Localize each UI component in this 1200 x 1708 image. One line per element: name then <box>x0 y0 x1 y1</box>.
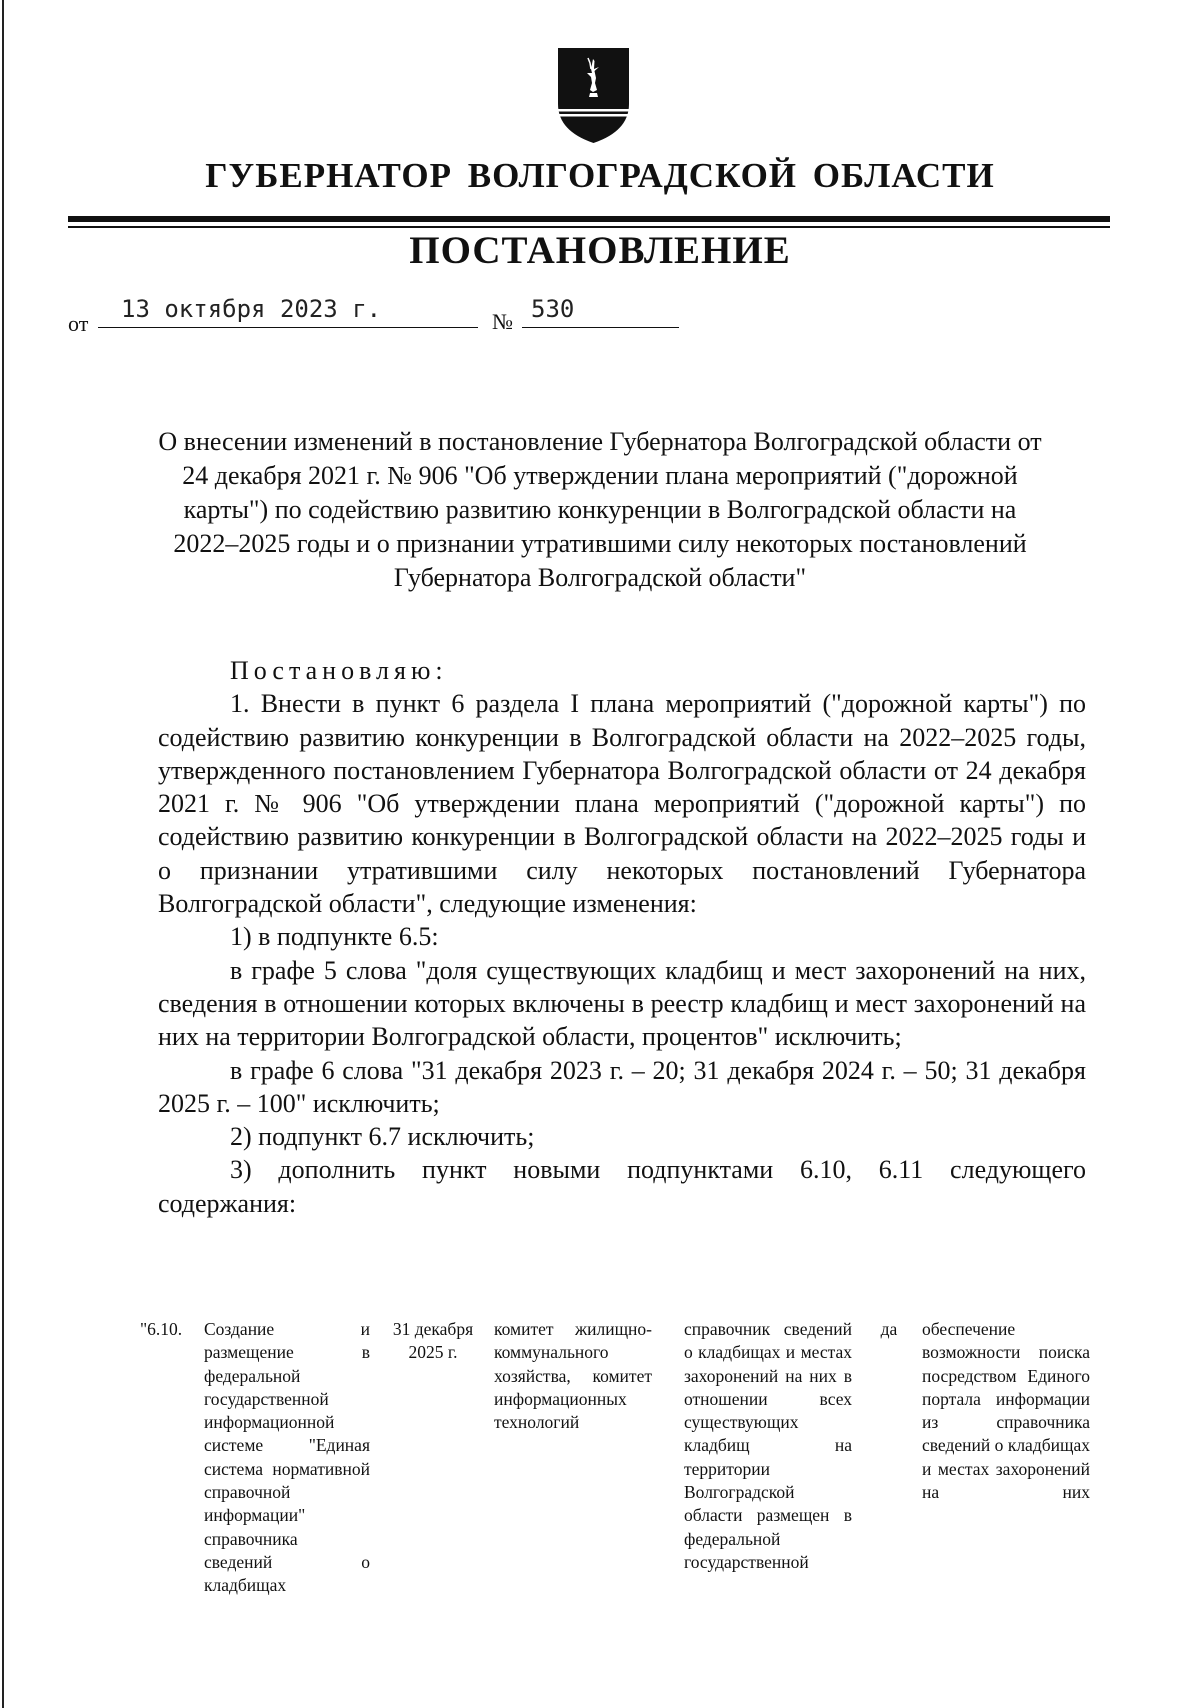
document-body <box>158 654 1086 1220</box>
document-date: 13 октября 2023 г. <box>121 295 382 323</box>
paragraph-3: в графе 5 слова "доля существующих кладбищ и мест захоронений на них, сведения в отношении которых включены в реестр кладбищ и мест захоронений на них на территории Волгоградской области, процентов" исключить; <box>158 955 1086 1052</box>
table-cell-result: обеспечение возможности поиска посредством Единого портала информации из справочника сведений о кладбищах и местах захоронений на них <box>922 1319 1090 1503</box>
date-prefix: от <box>68 311 89 336</box>
number-prefix: № <box>492 309 513 334</box>
paragraph-5: 2) подпункт 6.7 исключить; <box>230 1122 535 1152</box>
table-cell-value: да <box>880 1319 898 1339</box>
paragraph-4: в графе 6 слова "31 декабря 2023 г. – 20; 31 декабря 2024 г. – 50; 31 декабря 2025 г. – 100" исключить; <box>158 1055 1086 1118</box>
coat-of-arms-emblem <box>557 47 630 144</box>
paragraph-6: 3) дополнить пункт новыми подпунктами 6.10, 6.11 следующего содержания: <box>158 1155 1086 1218</box>
decree-word: Постановляю: <box>230 656 448 685</box>
paragraph-1: 1. Внести в пункт 6 раздела I плана мероприятий ("дорожной карты") по содействию развитию конкуренции в Волгоградской области на 2022–2025 годы, утвержденного постановлением Губернатора Волгоградской области от 24 декабря 2021 г. № 906 "Об утверждении плана мероприятий ("дорожной карты") по содействию развитию конкуренции в Волгоградской области на 2022–2025 годы и о признании утратившими силу некоторых постановлений Губернатора Волгоградской области", следующие изменения: <box>158 689 1086 919</box>
issuing-authority: ГУБЕРНАТОР ВОЛГОГРАДСКОЙ ОБЛАСТИ <box>205 156 995 195</box>
header-rule-thick <box>68 216 1110 222</box>
date-underline <box>98 327 478 328</box>
table-cell-measure: Создание и размещение в федеральной государственной информационной системе "Единая система нормативной справочной информации" справочника сведений о кладбищах <box>204 1319 370 1596</box>
paragraph-2: 1) в подпункте 6.5: <box>230 922 439 952</box>
document-type: ПОСТАНОВЛЕНИЕ <box>409 229 791 272</box>
table-cell-indicator: справочник сведений о кладбищах и местах захоронений на них в отношении всех существующих кладбищ на территории Волгоградской области размещен в федеральной государственной <box>684 1319 852 1572</box>
table-cell-responsible: комитет жилищно-коммунального хозяйства, комитет информационных технологий <box>494 1319 652 1433</box>
number-underline <box>522 327 679 328</box>
document-title: О внесении изменений в постановление Губернатора Волгоградской области от 24 декабря 2021 г. № 906 "Об утверждении плана мероприятий ("дорожной карты") по содействию развитию конкуренции в Волгоградской области на 2022–2025 годы и о признании утратившими силу некоторых постановлений Губернатора Волгоградской области" <box>158 427 1042 592</box>
document-number: 530 <box>531 295 575 323</box>
table-cell-number: "6.10. <box>140 1319 183 1339</box>
table-cell-deadline: 31 декабря 2025 г. <box>392 1319 474 1363</box>
